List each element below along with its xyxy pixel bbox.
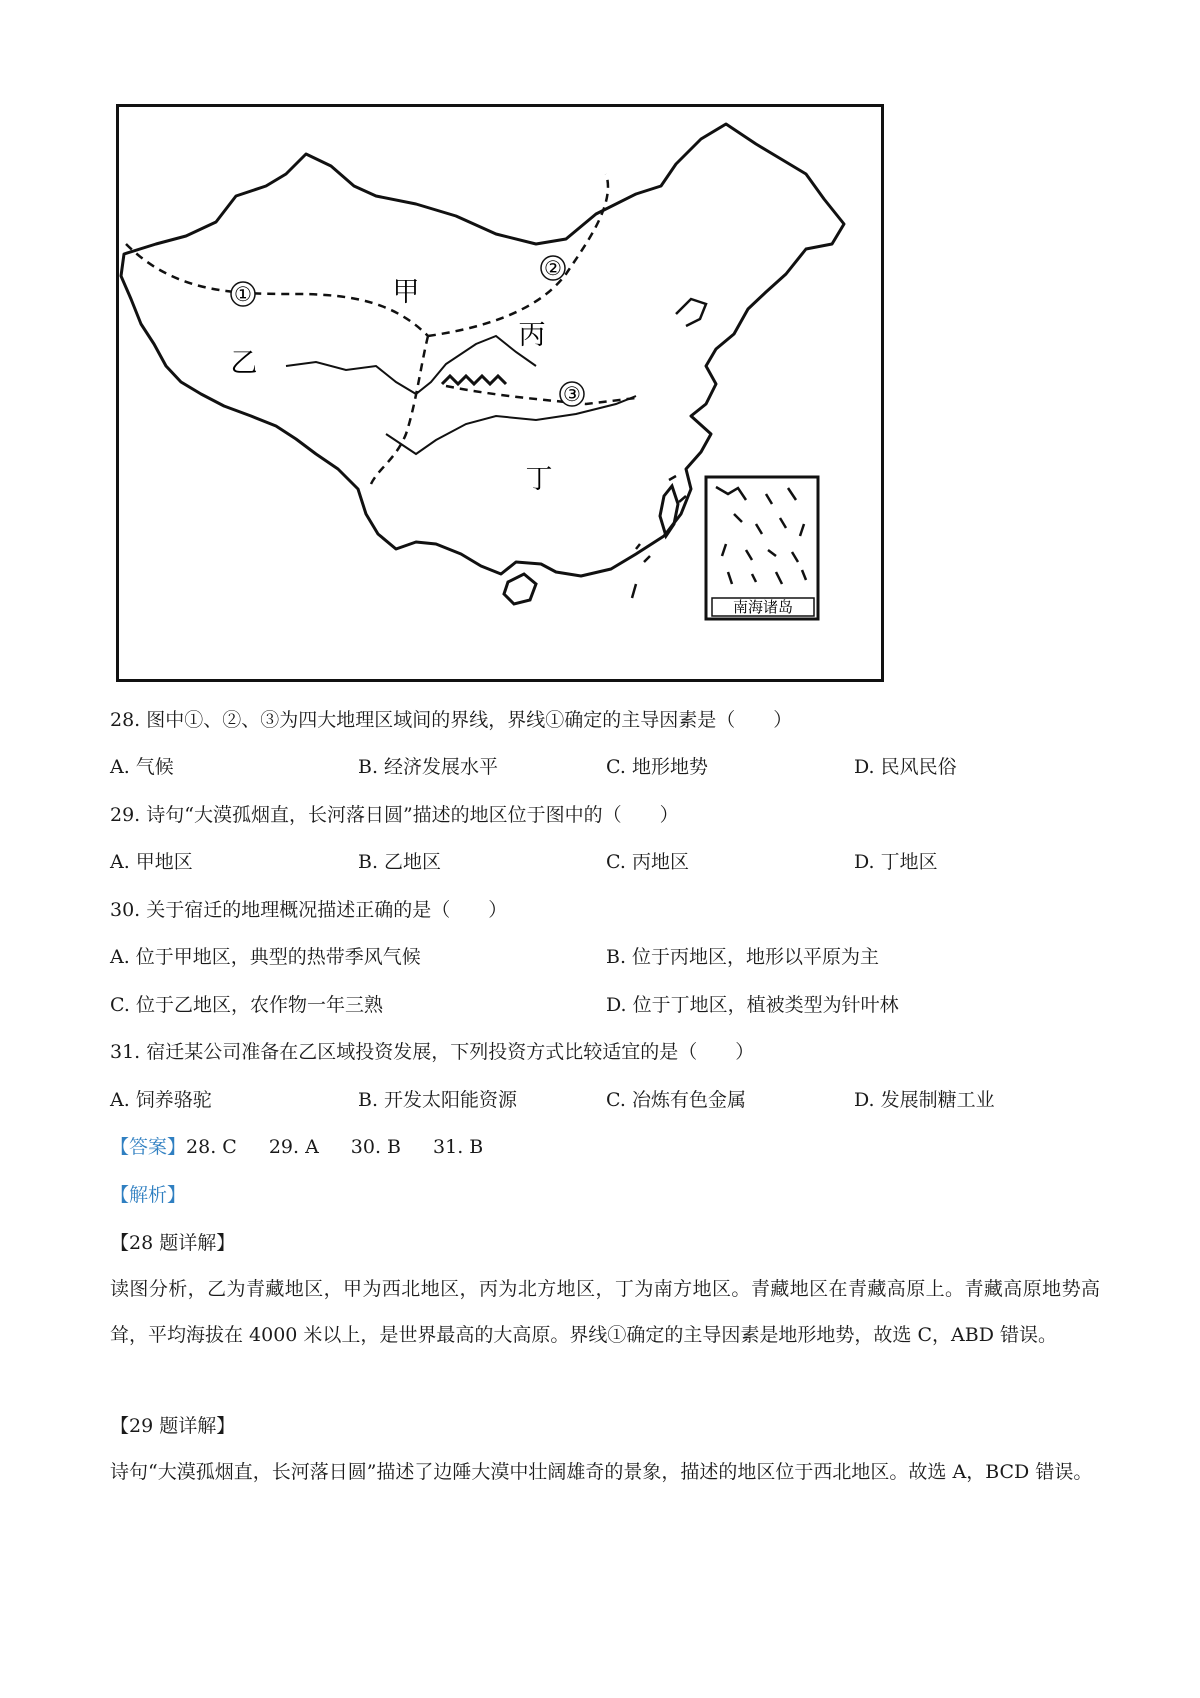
option-b: B. 位于丙地区，地形以平原为主	[606, 946, 880, 968]
question-28-options	[110, 755, 1090, 779]
answer-item: 31. B	[433, 1136, 484, 1158]
analysis-label: 【解析】	[110, 1184, 187, 1206]
option-c: C. 地形地势	[606, 756, 708, 778]
q29-heading: 【29 题详解】	[110, 1415, 236, 1437]
question-30-options-row2	[110, 993, 1090, 1017]
q28-heading: 【28 题详解】	[110, 1232, 236, 1254]
answer-item: 29. A	[268, 1136, 319, 1158]
boundary-label-1: ①	[234, 282, 252, 306]
option-d: D. 发展制糖工业	[854, 1089, 995, 1111]
boundary-label-2: ②	[544, 256, 562, 280]
region-label-ding: 丁	[525, 464, 553, 495]
option-d: D. 民风民俗	[854, 756, 957, 778]
china-region-map	[116, 104, 884, 682]
option-c: C. 位于乙地区，农作物一年三熟	[110, 994, 383, 1016]
option-a: A. 饲养骆驼	[110, 1089, 212, 1111]
question-28-stem: 28. 图中①、②、③为四大地理区域间的界线，界线①确定的主导因素是（ ）	[110, 709, 793, 731]
option-a: A. 甲地区	[110, 851, 193, 873]
option-a: A. 气候	[110, 756, 174, 778]
inset-label: 南海诸岛	[732, 598, 794, 616]
question-29-options	[110, 850, 1090, 874]
option-a: A. 位于甲地区，典型的热带季风气候	[110, 946, 421, 968]
option-d: D. 丁地区	[854, 851, 938, 873]
question-29-stem: 29. 诗句“大漠孤烟直，长河落日圆”描述的地区位于图中的（ ）	[110, 804, 679, 826]
option-c: C. 丙地区	[606, 851, 689, 873]
option-c: C. 冶炼有色金属	[606, 1089, 746, 1111]
question-30-stem: 30. 关于宿迁的地理概况描述正确的是（ ）	[110, 899, 508, 921]
option-b: B. 乙地区	[358, 851, 442, 873]
region-label-bing: 丙	[518, 320, 546, 351]
option-b: B. 经济发展水平	[358, 756, 499, 778]
answer-item: 28. C	[186, 1136, 237, 1158]
q29-explanation: 诗句“大漠孤烟直，长河落日圆”描述了边陲大漠中壮阔雄奇的景象，描述的地区位于西北地区。故选 A，BCD 错误。	[110, 1461, 1093, 1483]
question-31-stem: 31. 宿迁某公司准备在乙区域投资发展，下列投资方式比较适宜的是（ ）	[110, 1041, 755, 1063]
region-label-yi: 乙	[230, 348, 258, 379]
question-31-options	[110, 1088, 1090, 1112]
region-label-jia: 甲	[392, 277, 420, 308]
option-b: B. 开发太阳能资源	[358, 1089, 518, 1111]
answer-item: 30. B	[350, 1136, 402, 1158]
option-d: D. 位于丁地区，植被类型为针叶林	[606, 994, 899, 1016]
answer-line	[110, 1135, 515, 1159]
map-figure	[116, 104, 884, 682]
answer-label: 【答案】	[110, 1136, 187, 1158]
q28-explanation: 读图分析，乙为青藏地区，甲为西北地区，丙为北方地区，丁为南方地区。青藏地区在青藏高原上。青藏高原地势高耸，平均海拔在 4000 米以上，是世界最高的大高原。界线①确定的主导因素是地形地势，故选 C，ABD 错误。	[110, 1278, 1100, 1346]
boundary-label-3: ③	[563, 382, 581, 406]
question-30-options-row1	[110, 945, 1090, 969]
